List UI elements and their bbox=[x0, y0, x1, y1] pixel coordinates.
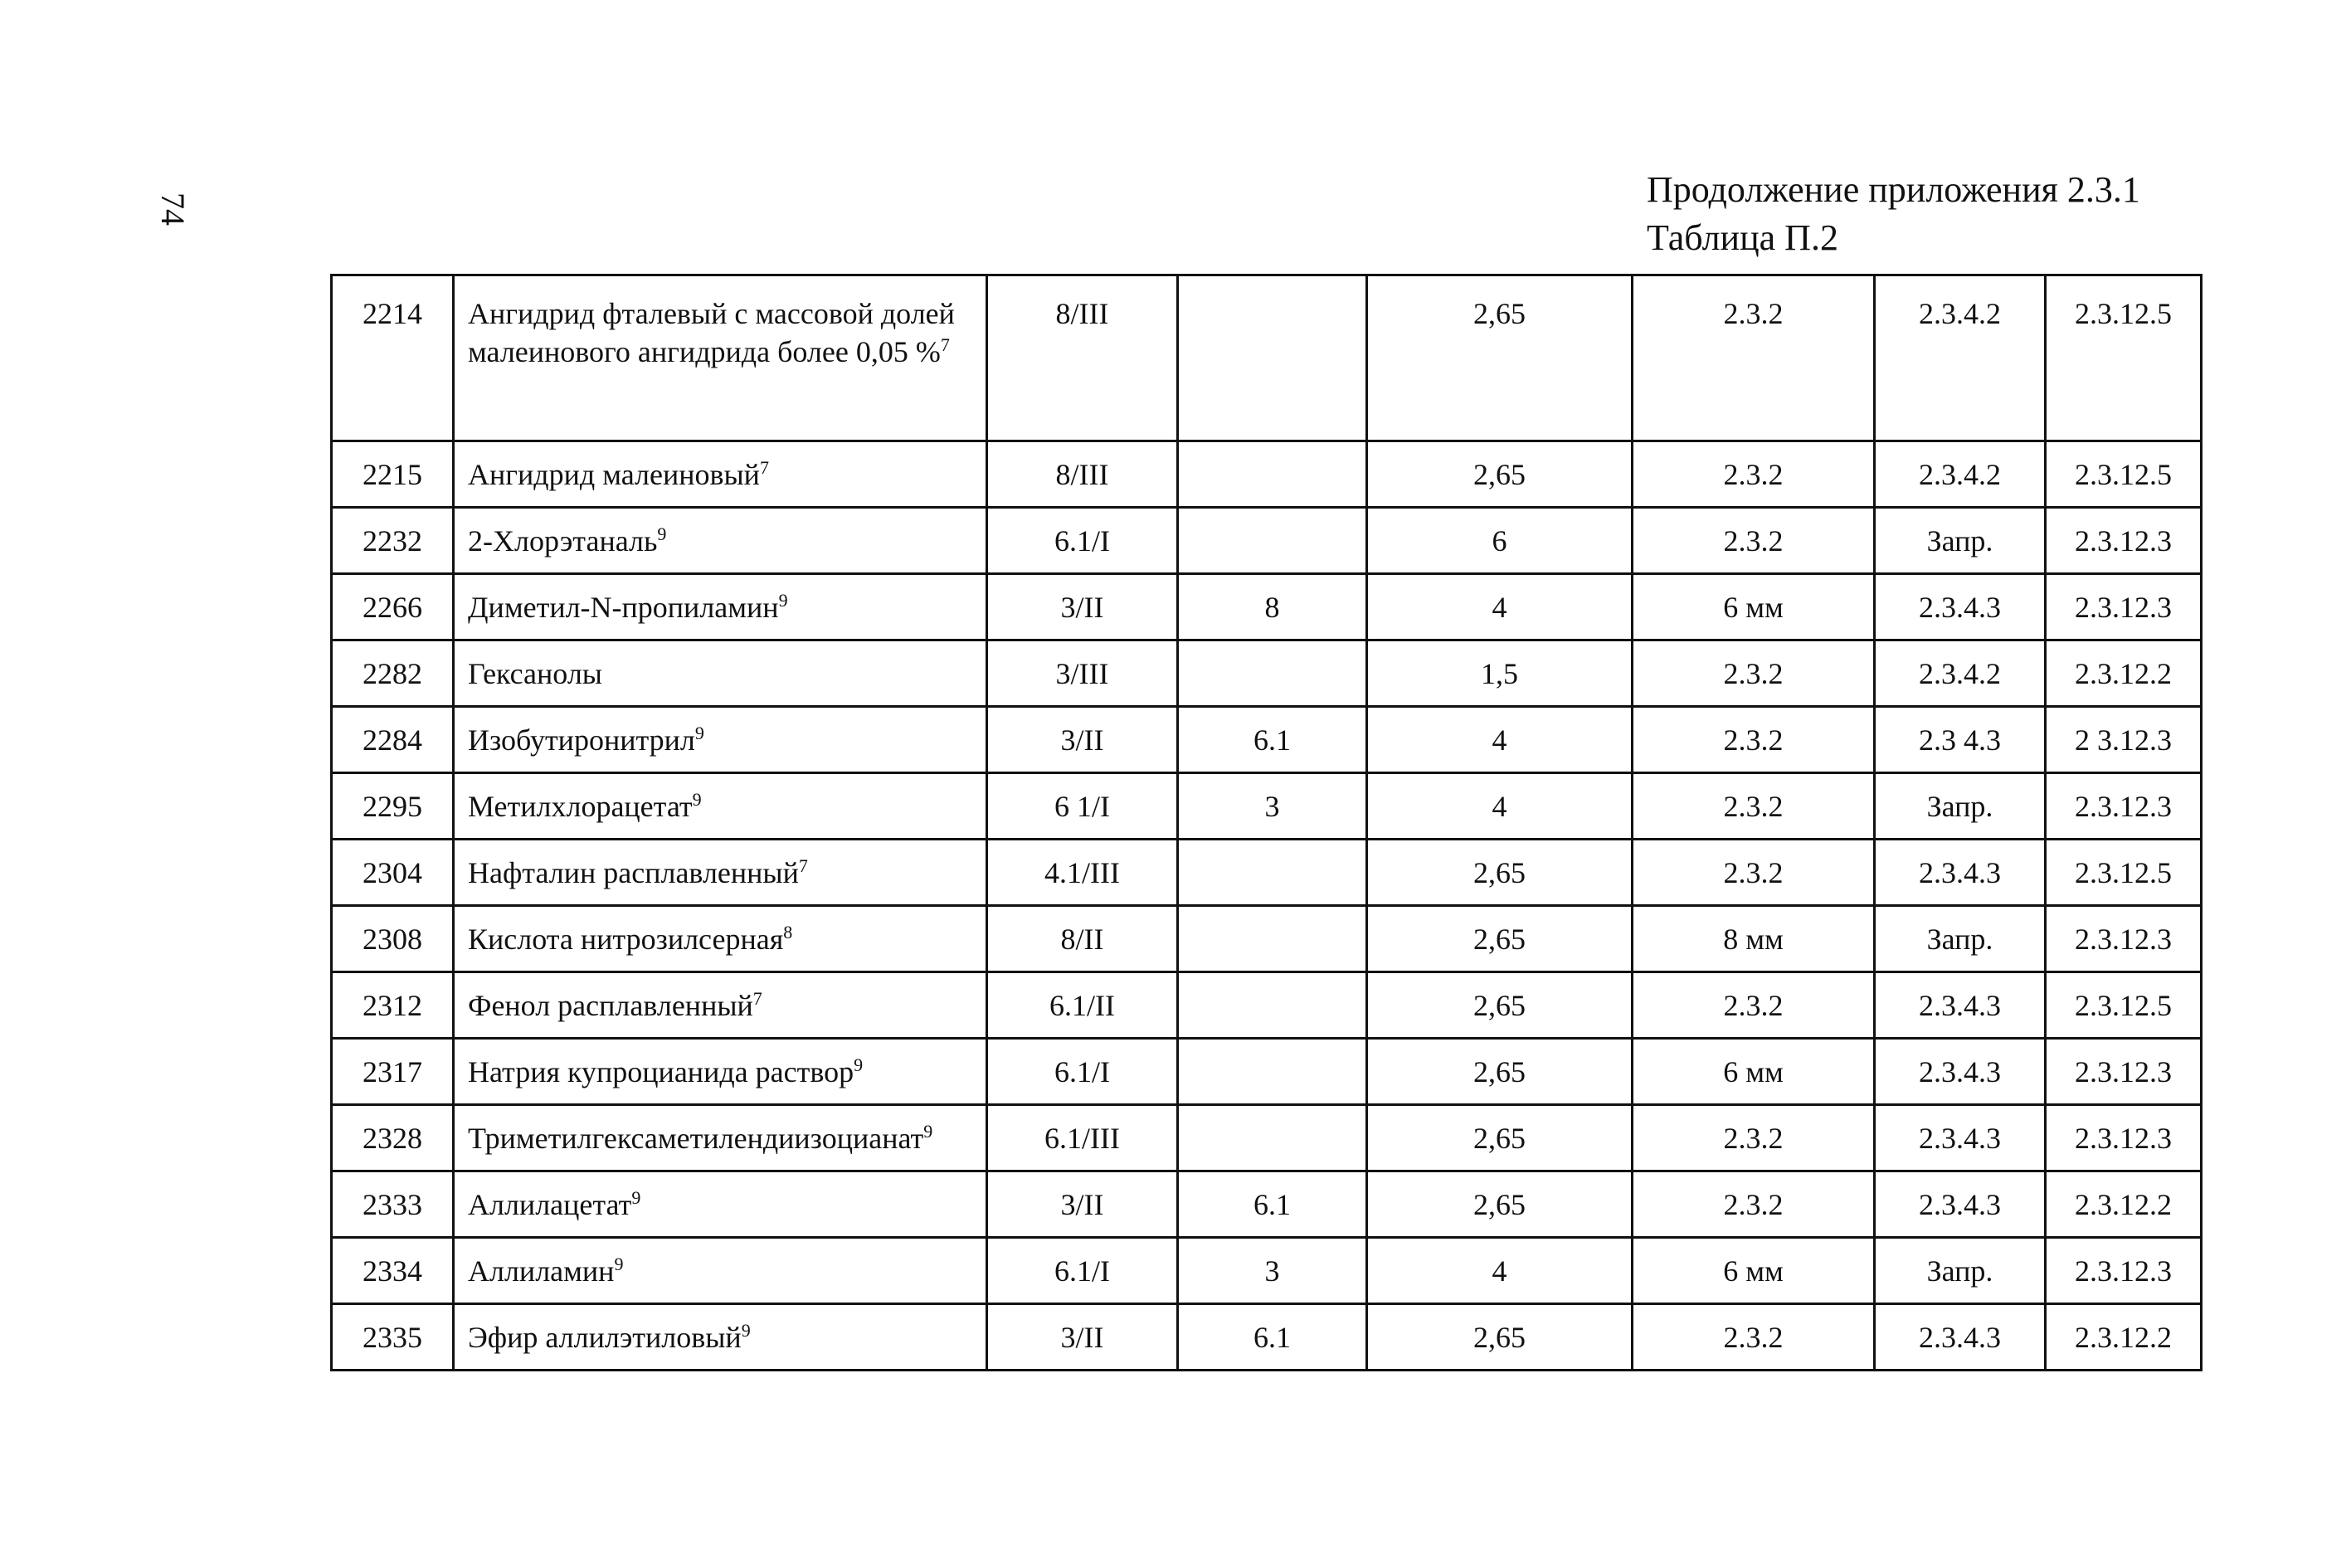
subsidiary-risk-cell bbox=[1178, 441, 1367, 508]
reference-cell: Запр. bbox=[1875, 773, 2046, 840]
table-row bbox=[332, 707, 2202, 773]
table-row bbox=[332, 773, 2202, 840]
value-cell: 2,65 bbox=[1367, 1105, 1633, 1171]
value-cell: 2,65 bbox=[1367, 840, 1633, 906]
value-cell: 1,5 bbox=[1367, 640, 1633, 707]
reference-cell: 2.3.12.3 bbox=[2046, 1238, 2202, 1304]
substance-name: Фенол расплавленный bbox=[468, 988, 753, 1022]
substance-name-cell bbox=[454, 508, 987, 574]
footnote-marker: 9 bbox=[741, 1319, 751, 1341]
subsidiary-risk-cell: 3 bbox=[1178, 1238, 1367, 1304]
value-cell: 4 bbox=[1367, 773, 1633, 840]
class-cell: 6.1/III bbox=[987, 1105, 1178, 1171]
reference-cell: 2.3.2 bbox=[1633, 508, 1875, 574]
reference-cell: 6 мм bbox=[1633, 574, 1875, 640]
substance-name-cell bbox=[454, 1105, 987, 1171]
reference-cell: 2.3.12.5 bbox=[2046, 275, 2202, 441]
substance-name: Диметил-N-пропиламин bbox=[468, 590, 779, 624]
value-cell: 4 bbox=[1367, 1238, 1633, 1304]
un-number-cell: 2232 bbox=[332, 508, 454, 574]
substance-name-cell bbox=[454, 640, 987, 707]
subsidiary-risk-cell bbox=[1178, 1105, 1367, 1171]
reference-cell: 8 мм bbox=[1633, 906, 1875, 972]
subsidiary-risk-cell bbox=[1178, 275, 1367, 441]
subsidiary-risk-cell bbox=[1178, 840, 1367, 906]
footnote-marker: 7 bbox=[752, 987, 762, 1009]
reference-cell: 2.3.12.2 bbox=[2046, 1304, 2202, 1371]
subsidiary-risk-cell bbox=[1178, 1039, 1367, 1105]
class-cell: 6.1/I bbox=[987, 1238, 1178, 1304]
value-cell: 2,65 bbox=[1367, 441, 1633, 508]
reference-cell: 2.3.12.3 bbox=[2046, 1039, 2202, 1105]
substance-name-cell bbox=[454, 972, 987, 1039]
reference-cell: 2.3.4.3 bbox=[1875, 840, 2046, 906]
substance-name: Изобутиронитрил bbox=[468, 723, 695, 757]
continuation-label: Продолжение приложения 2.3.1 bbox=[1647, 169, 2140, 210]
reference-cell: 2.3.4.3 bbox=[1875, 1039, 2046, 1105]
reference-cell: 2.3.2 bbox=[1633, 441, 1875, 508]
reference-cell: 2.3.2 bbox=[1633, 773, 1875, 840]
un-number-cell: 2334 bbox=[332, 1238, 454, 1304]
substance-name-cell bbox=[454, 1039, 987, 1105]
class-cell: 4.1/III bbox=[987, 840, 1178, 906]
substance-name-cell bbox=[454, 275, 987, 441]
footnote-marker: 9 bbox=[778, 589, 788, 611]
footnote-marker: 9 bbox=[923, 1120, 933, 1142]
reference-cell: 6 мм bbox=[1633, 1039, 1875, 1105]
reference-cell: Запр. bbox=[1875, 906, 2046, 972]
reference-cell: 2.3.12.5 bbox=[2046, 972, 2202, 1039]
table-row bbox=[332, 1105, 2202, 1171]
table-row bbox=[332, 906, 2202, 972]
reference-cell: 2.3.12.5 bbox=[2046, 441, 2202, 508]
substance-name-cell bbox=[454, 1304, 987, 1371]
un-number-cell: 2308 bbox=[332, 906, 454, 972]
class-cell: 6.1/II bbox=[987, 972, 1178, 1039]
reference-cell: 2.3.4.3 bbox=[1875, 972, 2046, 1039]
substance-name-cell bbox=[454, 840, 987, 906]
substances-table bbox=[330, 274, 2203, 1371]
reference-cell: 2.3.12.3 bbox=[2046, 574, 2202, 640]
substance-name-cell bbox=[454, 1238, 987, 1304]
substance-name: Натрия купроцианида раствор bbox=[468, 1054, 854, 1088]
page-number: 74 bbox=[154, 192, 192, 226]
substance-name: Аллилацетат bbox=[468, 1187, 632, 1221]
subsidiary-risk-cell: 6.1 bbox=[1178, 1304, 1367, 1371]
class-cell: 8/III bbox=[987, 441, 1178, 508]
subsidiary-risk-cell bbox=[1178, 640, 1367, 707]
substance-name-cell bbox=[454, 707, 987, 773]
substance-name: Триметилгексаметилендиизоцианат bbox=[468, 1121, 924, 1155]
un-number-cell: 2295 bbox=[332, 773, 454, 840]
reference-cell: 2.3.2 bbox=[1633, 640, 1875, 707]
reference-cell: 2.3.4.3 bbox=[1875, 1105, 2046, 1171]
reference-cell: 2.3.2 bbox=[1633, 1171, 1875, 1238]
table-row bbox=[332, 840, 2202, 906]
substance-name: Аллиламин bbox=[468, 1254, 615, 1288]
un-number-cell: 2312 bbox=[332, 972, 454, 1039]
reference-cell: 2.3.12.3 bbox=[2046, 773, 2202, 840]
reference-cell: 2.3.4.3 bbox=[1875, 1171, 2046, 1238]
table-row bbox=[332, 1238, 2202, 1304]
substance-name: Эфир аллилэтиловый bbox=[468, 1320, 742, 1354]
class-cell: 3/II bbox=[987, 707, 1178, 773]
un-number-cell: 2215 bbox=[332, 441, 454, 508]
class-cell: 3/III bbox=[987, 640, 1178, 707]
reference-cell: 2.3.12.5 bbox=[2046, 840, 2202, 906]
reference-cell: 2.3.12.3 bbox=[2046, 508, 2202, 574]
substance-name: Ангидрид малеиновый bbox=[468, 457, 760, 491]
un-number-cell: 2266 bbox=[332, 574, 454, 640]
reference-cell: Запр. bbox=[1875, 1238, 2046, 1304]
substance-name: Гексанолы bbox=[468, 656, 602, 690]
reference-cell: 2 3.12.3 bbox=[2046, 707, 2202, 773]
value-cell: 2,65 bbox=[1367, 1304, 1633, 1371]
reference-cell: 2.3.4.3 bbox=[1875, 574, 2046, 640]
footnote-marker: 7 bbox=[759, 456, 769, 478]
reference-cell: 2.3.2 bbox=[1633, 707, 1875, 773]
reference-cell: 2.3.2 bbox=[1633, 840, 1875, 906]
value-cell: 2,65 bbox=[1367, 275, 1633, 441]
table-row bbox=[332, 972, 2202, 1039]
un-number-cell: 2335 bbox=[332, 1304, 454, 1371]
un-number-cell: 2282 bbox=[332, 640, 454, 707]
subsidiary-risk-cell: 6.1 bbox=[1178, 1171, 1367, 1238]
value-cell: 4 bbox=[1367, 574, 1633, 640]
reference-cell: 2.3.12.3 bbox=[2046, 906, 2202, 972]
subsidiary-risk-cell: 8 bbox=[1178, 574, 1367, 640]
footnote-marker: 7 bbox=[798, 855, 808, 876]
table-body bbox=[332, 275, 2202, 1371]
table-row bbox=[332, 640, 2202, 707]
footnote-marker: 9 bbox=[692, 788, 702, 810]
class-cell: 8/II bbox=[987, 906, 1178, 972]
value-cell: 4 bbox=[1367, 707, 1633, 773]
reference-cell: 2.3.2 bbox=[1633, 1105, 1875, 1171]
table-header bbox=[1647, 166, 2140, 262]
class-cell: 6.1/I bbox=[987, 1039, 1178, 1105]
table-row bbox=[332, 1171, 2202, 1238]
value-cell: 2,65 bbox=[1367, 1039, 1633, 1105]
reference-cell: 6 мм bbox=[1633, 1238, 1875, 1304]
table-row bbox=[332, 1304, 2202, 1371]
substance-name: Ангидрид фталевый с массовой долей малеинового ангидрида более 0,05 % bbox=[468, 297, 955, 368]
reference-cell: 2.3.4.2 bbox=[1875, 640, 2046, 707]
subsidiary-risk-cell bbox=[1178, 972, 1367, 1039]
table-label: Таблица П.2 bbox=[1647, 217, 1838, 258]
substance-name-cell bbox=[454, 773, 987, 840]
footnote-marker: 8 bbox=[783, 921, 793, 942]
class-cell: 3/II bbox=[987, 574, 1178, 640]
class-cell: 3/II bbox=[987, 1304, 1178, 1371]
substance-name: 2-Хлорэтаналь bbox=[468, 523, 658, 558]
un-number-cell: 2317 bbox=[332, 1039, 454, 1105]
value-cell: 2,65 bbox=[1367, 906, 1633, 972]
class-cell: 3/II bbox=[987, 1171, 1178, 1238]
reference-cell: 2.3.4.2 bbox=[1875, 441, 2046, 508]
un-number-cell: 2284 bbox=[332, 707, 454, 773]
table-row bbox=[332, 1039, 2202, 1105]
reference-cell: 2.3.12.2 bbox=[2046, 640, 2202, 707]
substance-name-cell bbox=[454, 1171, 987, 1238]
value-cell: 2,65 bbox=[1367, 972, 1633, 1039]
footnote-marker: 9 bbox=[614, 1253, 624, 1274]
un-number-cell: 2214 bbox=[332, 275, 454, 441]
reference-cell: 2.3.2 bbox=[1633, 275, 1875, 441]
reference-cell: 2.3.12.3 bbox=[2046, 1105, 2202, 1171]
class-cell: 6.1/I bbox=[987, 508, 1178, 574]
substance-name-cell bbox=[454, 441, 987, 508]
table-row bbox=[332, 275, 2202, 441]
substance-name: Метилхлорацетат bbox=[468, 789, 693, 823]
reference-cell: 2.3.4.3 bbox=[1875, 1304, 2046, 1371]
un-number-cell: 2328 bbox=[332, 1105, 454, 1171]
reference-cell: Запр. bbox=[1875, 508, 2046, 574]
table-row bbox=[332, 508, 2202, 574]
substance-name-cell bbox=[454, 906, 987, 972]
subsidiary-risk-cell: 6.1 bbox=[1178, 707, 1367, 773]
reference-cell: 2.3.2 bbox=[1633, 972, 1875, 1039]
reference-cell: 2.3.4.2 bbox=[1875, 275, 2046, 441]
value-cell: 2,65 bbox=[1367, 1171, 1633, 1238]
footnote-marker: 9 bbox=[631, 1186, 641, 1208]
subsidiary-risk-cell bbox=[1178, 508, 1367, 574]
table-row bbox=[332, 574, 2202, 640]
reference-cell: 2.3.2 bbox=[1633, 1304, 1875, 1371]
reference-cell: 2.3.12.2 bbox=[2046, 1171, 2202, 1238]
un-number-cell: 2304 bbox=[332, 840, 454, 906]
class-cell: 6 1/I bbox=[987, 773, 1178, 840]
footnote-marker: 9 bbox=[854, 1054, 864, 1075]
class-cell: 8/III bbox=[987, 275, 1178, 441]
substance-name: Нафталин расплавленный bbox=[468, 855, 799, 889]
subsidiary-risk-cell: 3 bbox=[1178, 773, 1367, 840]
footnote-marker: 7 bbox=[940, 334, 950, 355]
substance-name-cell bbox=[454, 574, 987, 640]
value-cell: 6 bbox=[1367, 508, 1633, 574]
subsidiary-risk-cell bbox=[1178, 906, 1367, 972]
substance-name: Кислота нитрозилсерная bbox=[468, 922, 784, 956]
un-number-cell: 2333 bbox=[332, 1171, 454, 1238]
footnote-marker: 9 bbox=[657, 523, 667, 544]
footnote-marker: 9 bbox=[694, 722, 704, 743]
table-row bbox=[332, 441, 2202, 508]
reference-cell: 2.3 4.3 bbox=[1875, 707, 2046, 773]
